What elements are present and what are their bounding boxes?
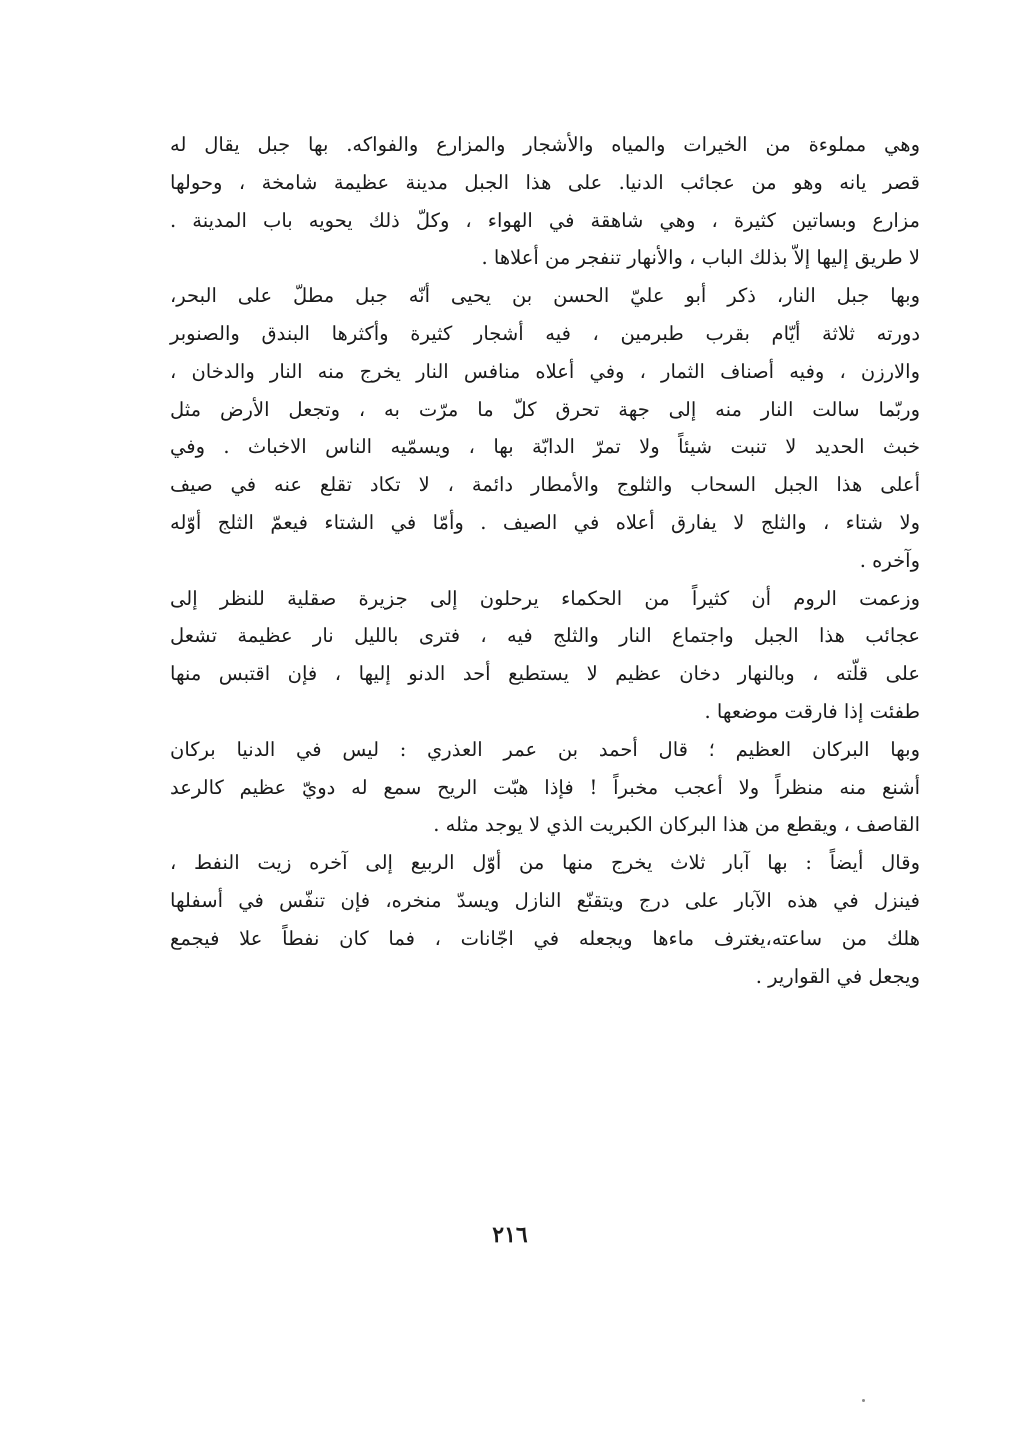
text-line: ولا شتاء ، والثلج لا يفارق أعلاه في الصيف . وأمّا في الشتاء فيعمّ الثلج أوّله xyxy=(170,510,920,534)
text-line: على قلّته ، وبالنهار دخان عظيم لا يستطيع أحد الدنو إليها ، فإن اقتبس منها xyxy=(170,662,920,686)
text-line: والارزن ، وفيه أصناف الثمار ، وفي أعلاه منافس النار يخرج منه النار والدخان ، xyxy=(170,359,920,383)
text-line: ويجعل في القوارير . xyxy=(755,964,920,988)
text-line: لا طريق إليها إلاّ بذلك الباب ، والأنهار تنفجر من أعلاها . xyxy=(481,246,920,270)
text-line: هلك من ساعته،يغترف ماءها ويجعله في اجّانات ، فما كان نفطاً علا فيجمع xyxy=(170,926,920,950)
text-line: وقال أيضاً : بها آبار ثلاث يخرج منها من أوّل الربيع إلى آخره زيت النفط ، xyxy=(170,851,920,875)
text-line: وبها جبل النار، ذكر أبو عليّ الحسن بن يحيى أنّه جبل مطلّ على البحر، xyxy=(170,284,920,308)
body-text xyxy=(170,126,920,995)
text-line: قصر يانه وهو من عجائب الدنيا. على هذا الجبل مدينة عظيمة شامخة ، وحولها xyxy=(170,170,920,194)
text-line: أشنع منه منظراً ولا أعجب مخبراً ! فإذا هبّت الريح سمع له دويّ عظيم كالرعد xyxy=(170,775,920,799)
text-line: أعلى هذا الجبل السحاب والثلوج والأمطار دائمة ، لا تكاد تقلع عنه في صيف xyxy=(170,473,920,497)
text-line: عجائب هذا الجبل واجتماع النار والثلج فيه ، فترى بالليل نار عظيمة تشعل xyxy=(170,624,920,648)
text-line: وهي مملوءة من الخيرات والمياه والأشجار والمزارع والفواكه. بها جبل يقال له xyxy=(170,133,920,156)
text-line: القاصف ، ويقطع من هذا البركان الكبريت الذي لا يوجد مثله . xyxy=(433,813,920,837)
text-line: فينزل في هذه الآبار على درج ويتقنّع النازل ويسدّ منخره، فإن تنفّس في أسفلها xyxy=(170,888,920,912)
text-line: مزارع وبساتين كثيرة ، وهي شاهقة في الهواء ، وكلّ ذلك يحويه باب المدينة . xyxy=(170,208,920,232)
page-number: ٢١٦ xyxy=(492,1222,528,1248)
text-line: دورته ثلاثة أيّام بقرب طبرمين ، فيه أشجار كثيرة وأكثرها البندق والصنوبر xyxy=(170,321,920,345)
text-line: وربّما سالت النار منه إلى جهة تحرق كلّ ما مرّت به ، وتجعل الأرض مثل xyxy=(170,397,920,421)
scan-speck xyxy=(862,1399,865,1402)
text-line: وبها البركان العظيم ؛ قال أحمد بن عمر العذري : ليس في الدنيا بركان xyxy=(170,737,920,761)
text-line: خبث الحديد لا تنبت شيئاً ولا تمرّ الدابّة بها ، ويسمّيه الناس الاخباث . وفي xyxy=(170,435,920,459)
text-line: وآخره . xyxy=(859,548,920,572)
text-line: طفئت إذا فارقت موضعها . xyxy=(704,699,920,723)
text-line: وزعمت الروم أن كثيراً من الحكماء يرحلون إلى جزيرة صقلية للنظر إلى xyxy=(170,586,920,610)
